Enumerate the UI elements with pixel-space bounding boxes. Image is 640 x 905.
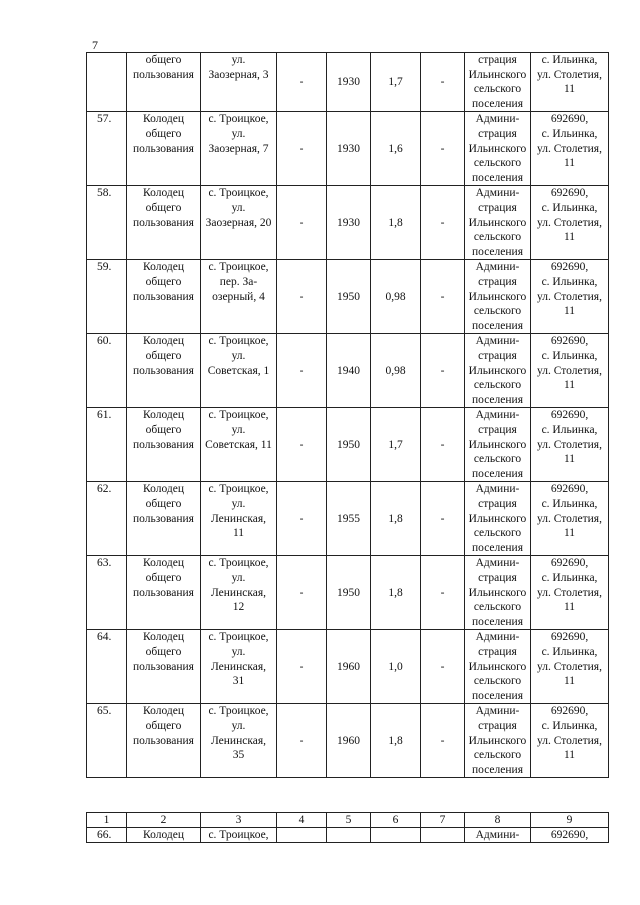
column-7-value: - [421, 53, 465, 112]
owner-address: 692690, с. Ильинка, ул. Столетия, 11 [531, 482, 609, 556]
object-name: Колодец общего пользования [127, 556, 201, 630]
column-7-value: - [421, 556, 465, 630]
column-7-value: - [421, 112, 465, 186]
column-4-value: - [277, 408, 327, 482]
object-address: с. Троицкое, [201, 828, 277, 843]
continuation-table [86, 812, 609, 843]
owner-address: 692690, с. Ильинка, ул. Столетия, 11 [531, 334, 609, 408]
object-address: с. Троицкое, ул. Советская, 11 [201, 408, 277, 482]
column-7-value: - [421, 704, 465, 778]
object-address: с. Троицкое, ул. Ленинская, 35 [201, 704, 277, 778]
column-7-value: - [421, 408, 465, 482]
row-number: 57. [87, 112, 127, 186]
header-cell: 9 [531, 813, 609, 828]
column-4-value: - [277, 112, 327, 186]
year-value: 1930 [327, 53, 371, 112]
row-number: 64. [87, 630, 127, 704]
column-4-value: - [277, 53, 327, 112]
table-row [87, 828, 609, 843]
table-row [87, 112, 609, 186]
column-4-value: - [277, 556, 327, 630]
depth-value: 0,98 [371, 334, 421, 408]
header-cell: 7 [421, 813, 465, 828]
object-name: Колодец общего пользования [127, 408, 201, 482]
row-number: 61. [87, 408, 127, 482]
object-name: Колодец общего пользования [127, 186, 201, 260]
row-number: 62. [87, 482, 127, 556]
table-row [87, 408, 609, 482]
table-row [87, 482, 609, 556]
column-7-value: - [421, 260, 465, 334]
column-4-value [277, 828, 327, 843]
column-7-value [421, 828, 465, 843]
object-name: Колодец общего пользования [127, 334, 201, 408]
owner-value: Админи- страция Ильинского сельского поселения [465, 556, 531, 630]
object-name: Колодец [127, 828, 201, 843]
object-name: Колодец общего пользования [127, 482, 201, 556]
page-number: 7 [92, 38, 98, 52]
depth-value: 1,0 [371, 630, 421, 704]
object-address: ул. Заозерная, 3 [201, 53, 277, 112]
owner-address: 692690, с. Ильинка, ул. Столетия, 11 [531, 186, 609, 260]
object-name: Колодец общего пользования [127, 260, 201, 334]
column-4-value: - [277, 630, 327, 704]
owner-address: 692690, с. Ильинка, ул. Столетия, 11 [531, 112, 609, 186]
table-row [87, 186, 609, 260]
object-address: с. Троицкое, ул. Ленинская, 12 [201, 556, 277, 630]
depth-value: 1,8 [371, 556, 421, 630]
owner-value: Админи- страция Ильинского сельского поселения [465, 186, 531, 260]
row-number: 66. [87, 828, 127, 843]
row-number: 60. [87, 334, 127, 408]
column-4-value: - [277, 186, 327, 260]
table-row [87, 630, 609, 704]
object-name: Колодец общего пользования [127, 704, 201, 778]
depth-value: 1,8 [371, 186, 421, 260]
column-7-value: - [421, 186, 465, 260]
row-number [87, 53, 127, 112]
table-row [87, 556, 609, 630]
year-value: 1955 [327, 482, 371, 556]
column-7-value: - [421, 334, 465, 408]
year-value: 1940 [327, 334, 371, 408]
year-value: 1950 [327, 408, 371, 482]
object-address: с. Троицкое, ул. Ленинская, 11 [201, 482, 277, 556]
column-4-value: - [277, 260, 327, 334]
owner-address: 692690, с. Ильинка, ул. Столетия, 11 [531, 408, 609, 482]
depth-value: 1,8 [371, 704, 421, 778]
header-cell: 8 [465, 813, 531, 828]
depth-value: 1,6 [371, 112, 421, 186]
owner-value: Админи- страция Ильинского сельского поселения [465, 408, 531, 482]
table-row [87, 260, 609, 334]
column-4-value: - [277, 334, 327, 408]
object-address: с. Троицкое, ул. Заозерная, 7 [201, 112, 277, 186]
owner-address: 692690, [531, 828, 609, 843]
depth-value [371, 828, 421, 843]
object-name: Колодец общего пользования [127, 630, 201, 704]
depth-value: 0,98 [371, 260, 421, 334]
object-address: с. Троицкое, ул. Заозерная, 20 [201, 186, 277, 260]
header-cell: 5 [327, 813, 371, 828]
owner-value: Админи- страция Ильинского сельского поселения [465, 630, 531, 704]
header-cell: 3 [201, 813, 277, 828]
owner-value: Админи- страция Ильинского сельского поселения [465, 704, 531, 778]
owner-address: с. Ильинка, ул. Столетия, 11 [531, 53, 609, 112]
depth-value: 1,7 [371, 408, 421, 482]
row-number: 63. [87, 556, 127, 630]
object-name: общего пользования [127, 53, 201, 112]
owner-address: 692690, с. Ильинка, ул. Столетия, 11 [531, 556, 609, 630]
owner-address: 692690, с. Ильинка, ул. Столетия, 11 [531, 630, 609, 704]
table-row [87, 334, 609, 408]
column-4-value: - [277, 704, 327, 778]
row-number: 58. [87, 186, 127, 260]
owner-value: Админи- страция Ильинского сельского поселения [465, 482, 531, 556]
year-value: 1930 [327, 112, 371, 186]
object-address: с. Троицкое, ул. Советская, 1 [201, 334, 277, 408]
owner-value: Админи- страция Ильинского сельского поселения [465, 260, 531, 334]
column-7-value: - [421, 482, 465, 556]
depth-value: 1,7 [371, 53, 421, 112]
object-name: Колодец общего пользования [127, 112, 201, 186]
owner-address: 692690, с. Ильинка, ул. Столетия, 11 [531, 260, 609, 334]
row-number: 65. [87, 704, 127, 778]
object-address: с. Троицкое, пер. За- озерный, 4 [201, 260, 277, 334]
owner-address: 692690, с. Ильинка, ул. Столетия, 11 [531, 704, 609, 778]
header-cell: 2 [127, 813, 201, 828]
year-value [327, 828, 371, 843]
object-address: с. Троицкое, ул. Ленинская, 31 [201, 630, 277, 704]
header-cell: 4 [277, 813, 327, 828]
row-number: 59. [87, 260, 127, 334]
table-row [87, 53, 609, 112]
year-value: 1950 [327, 260, 371, 334]
year-value: 1950 [327, 556, 371, 630]
table-row [87, 704, 609, 778]
year-value: 1960 [327, 704, 371, 778]
depth-value: 1,8 [371, 482, 421, 556]
owner-value: страция Ильинского сельского поселения [465, 53, 531, 112]
year-value: 1930 [327, 186, 371, 260]
wells-table [86, 52, 609, 778]
header-cell: 1 [87, 813, 127, 828]
owner-value: Админи- [465, 828, 531, 843]
owner-value: Админи- страция Ильинского сельского поселения [465, 334, 531, 408]
column-4-value: - [277, 482, 327, 556]
column-number-header-row [87, 813, 609, 828]
header-cell: 6 [371, 813, 421, 828]
owner-value: Админи- страция Ильинского сельского поселения [465, 112, 531, 186]
column-7-value: - [421, 630, 465, 704]
year-value: 1960 [327, 630, 371, 704]
